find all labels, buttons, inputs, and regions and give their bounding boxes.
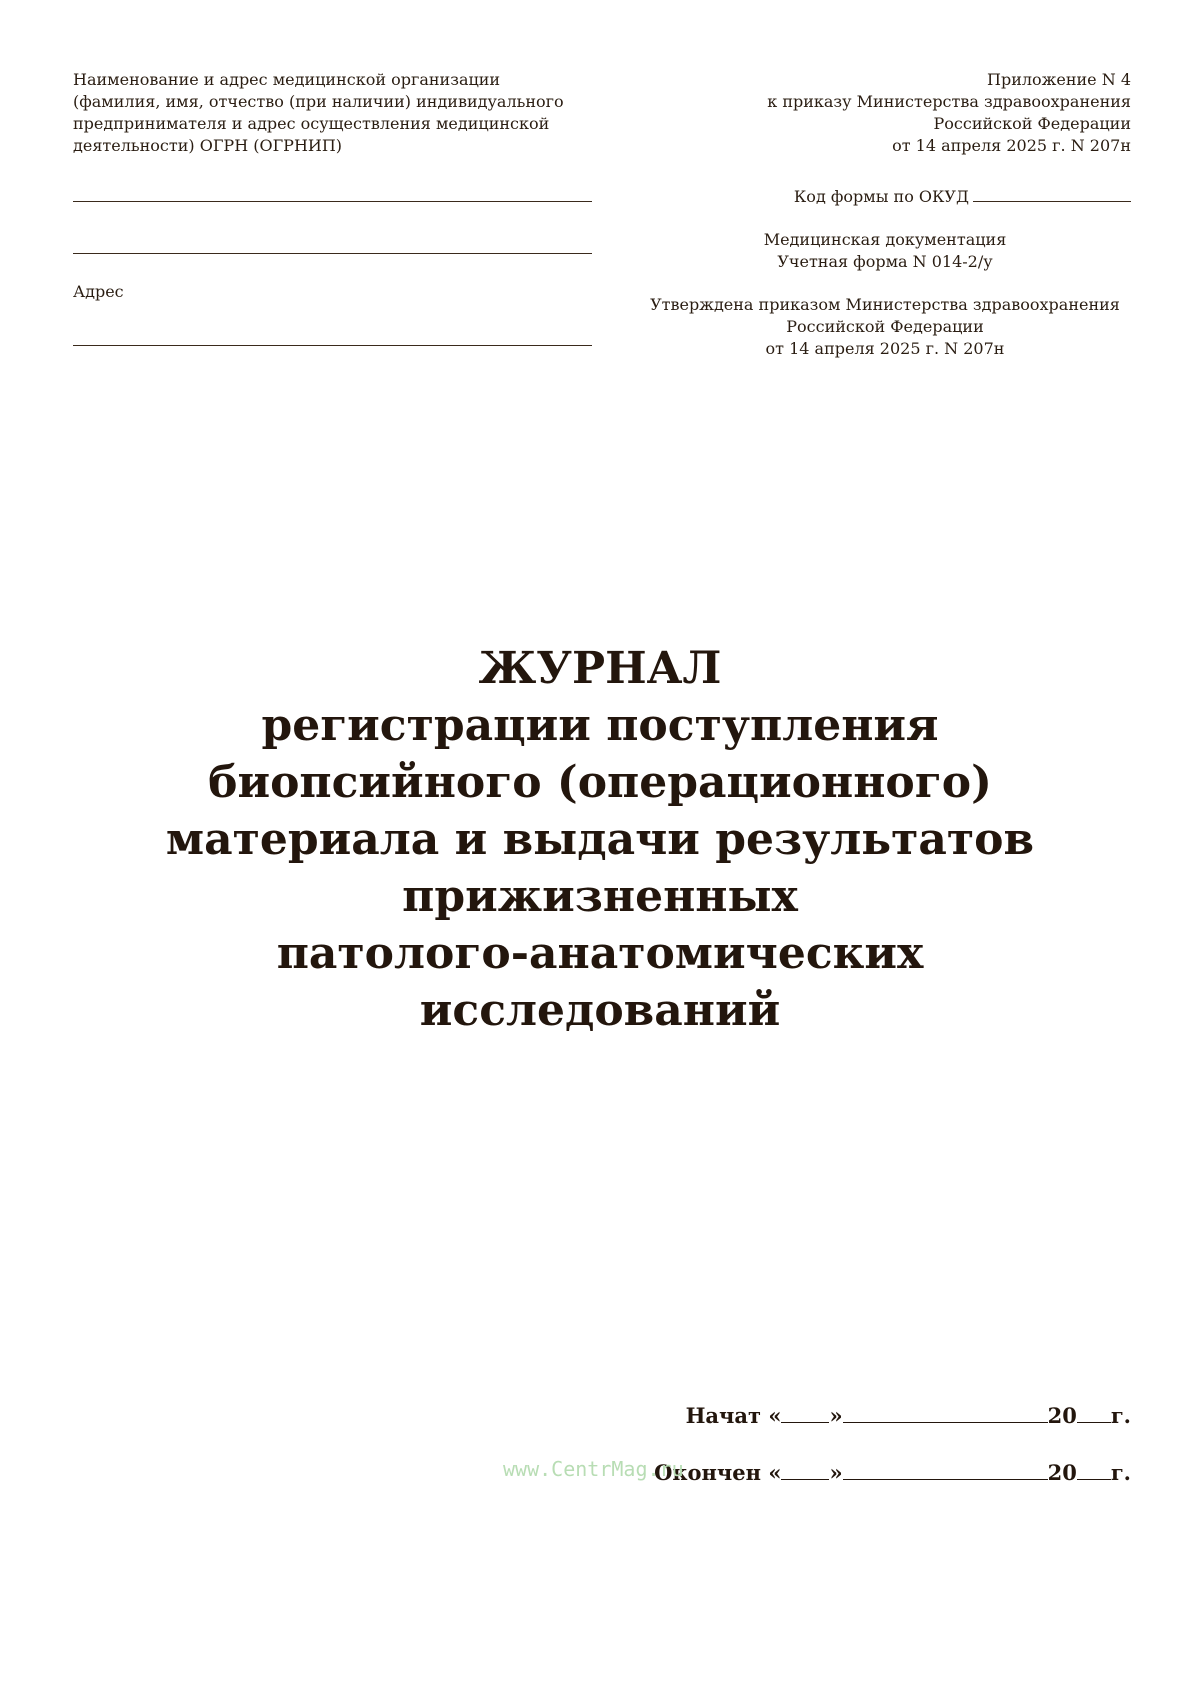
started-year-blank <box>1077 1404 1111 1423</box>
started-day-blank <box>781 1404 829 1423</box>
ended-date-field <box>654 1460 1131 1485</box>
appendix-line-2: к приказу Министерства здравоохранения <box>767 92 1131 111</box>
title-line-6: патолого-анатомических <box>276 928 924 979</box>
org-line-1: Наименование и адрес медицинской организации <box>73 70 501 89</box>
approval-info <box>650 294 1120 360</box>
title-line-3: биопсийного (операционного) <box>208 757 992 808</box>
started-month-blank <box>843 1404 1048 1423</box>
organization-info <box>73 69 593 157</box>
org-name-blank-line-2 <box>73 253 592 254</box>
started-year-suffix: г. <box>1110 1403 1131 1428</box>
ended-month-blank <box>843 1461 1048 1480</box>
started-year-prefix: 20 <box>1047 1403 1077 1428</box>
appendix-info <box>767 69 1131 157</box>
journal-title <box>0 640 1200 1039</box>
ended-year-prefix: 20 <box>1047 1460 1077 1485</box>
address-label: Адрес <box>73 282 124 301</box>
ended-year-blank <box>1077 1461 1111 1480</box>
title-line-5: прижизненных <box>402 871 798 922</box>
org-line-3: предпринимателя и адрес осуществления медицинской <box>73 114 550 133</box>
okud-label: Код формы по ОКУД <box>793 187 969 206</box>
org-line-4: деятельности) ОГРН (ОГРНИП) <box>73 136 343 155</box>
ended-year-suffix: г. <box>1110 1460 1131 1485</box>
appendix-line-4: от 14 апреля 2025 г. N 207н <box>892 136 1131 155</box>
started-label: Начат « <box>685 1403 782 1428</box>
approval-line-2: Российской Федерации <box>786 317 984 336</box>
form-line-1: Медицинская документация <box>763 230 1007 249</box>
form-info <box>650 229 1120 273</box>
ended-quote-close: » <box>829 1460 843 1485</box>
title-line-4: материала и выдачи результатов <box>165 814 1035 865</box>
watermark: www.CentrMag.ru <box>503 1457 684 1481</box>
title-line-2: регистрации поступления <box>261 700 939 751</box>
address-blank-line <box>73 345 592 346</box>
form-line-2: Учетная форма N 014-2/у <box>777 252 993 271</box>
started-date-field <box>686 1403 1131 1428</box>
ended-day-blank <box>781 1461 829 1480</box>
ended-label: Окончен « <box>654 1460 782 1485</box>
approval-line-1: Утверждена приказом Министерства здравоохранения <box>650 295 1120 314</box>
appendix-line-1: Приложение N 4 <box>987 70 1131 89</box>
org-name-blank-line-1 <box>73 201 592 202</box>
started-quote-close: » <box>829 1403 843 1428</box>
appendix-line-3: Российской Федерации <box>933 114 1131 133</box>
title-line-7: исследований <box>419 985 781 1036</box>
okud-code-field <box>794 185 1131 208</box>
okud-blank <box>973 185 1131 202</box>
title-line-1: ЖУРНАЛ <box>478 643 722 694</box>
approval-line-3: от 14 апреля 2025 г. N 207н <box>765 339 1005 358</box>
org-line-2: (фамилия, имя, отчество (при наличии) индивидуального <box>73 92 564 111</box>
